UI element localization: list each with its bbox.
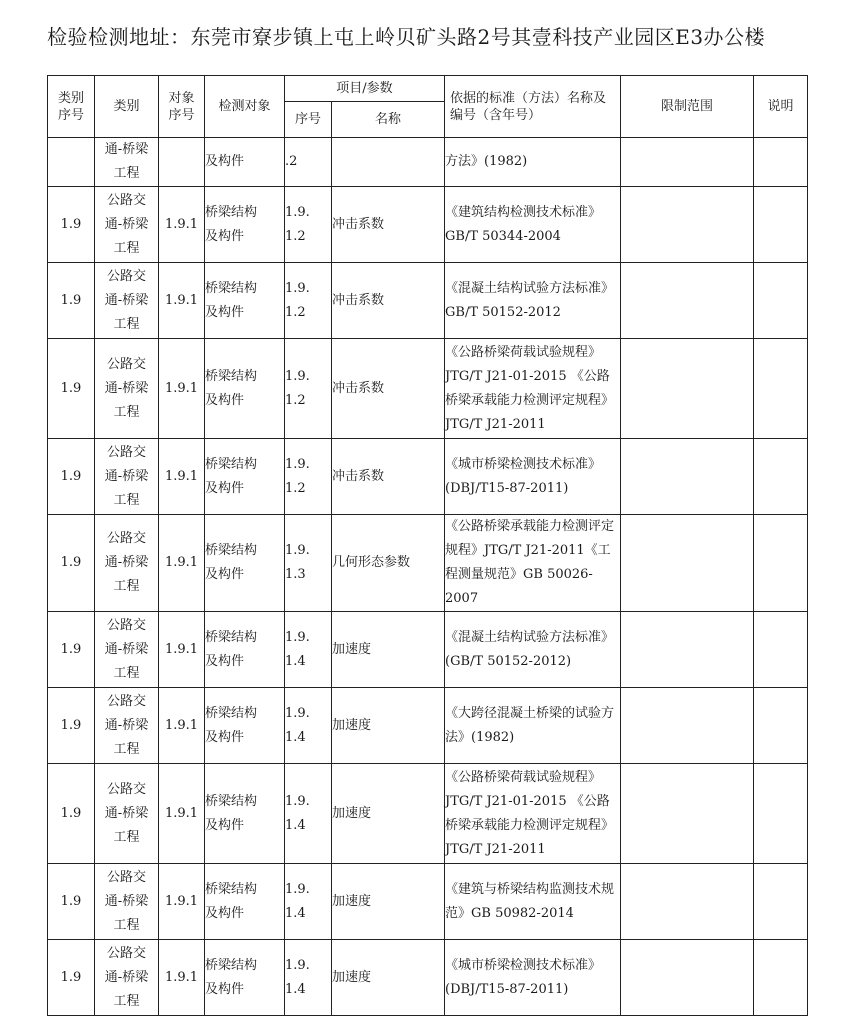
category-cell-text: 公路交通-桥梁工程: [104, 192, 149, 256]
item-seq-cell-text: .2: [285, 154, 298, 169]
item-seq-cell: [285, 688, 332, 764]
cat-seq-cell: [48, 688, 95, 764]
cat-seq-cell-text: 1.9: [60, 641, 82, 657]
cat-seq-cell-text: 1.9: [60, 893, 82, 909]
cat-seq-cell: [48, 263, 95, 339]
standard-cell: [445, 612, 621, 688]
category-cell: [95, 339, 159, 439]
object-cell-text: 桥梁结构及构件: [205, 543, 258, 582]
item-seq-cell: [285, 187, 332, 263]
header-item-seq: 序号: [285, 102, 332, 138]
limit-cell: [621, 940, 754, 1016]
note-cell: [754, 339, 808, 439]
obj-seq-cell-text: 1.9.1: [164, 216, 199, 232]
category-cell: [95, 138, 159, 187]
limit-cell: [621, 263, 754, 339]
limit-cell: [621, 612, 754, 688]
object-cell-text: 桥梁结构及构件: [205, 280, 258, 320]
table-row: [48, 263, 808, 339]
category-cell-text: 公路交通-桥梁工程: [104, 617, 149, 681]
item-name-cell: [332, 138, 445, 187]
standard-cell-text: 《建筑结构检测技术标准》GB/T 50344-2004: [445, 204, 602, 244]
object-cell-text: 桥梁结构及构件: [205, 957, 258, 997]
item-name-cell-text: 冲击系数: [332, 468, 385, 484]
category-cell-text: 公路交通-桥梁工程: [104, 356, 149, 420]
obj-seq-cell-text: 1.9.1: [164, 717, 199, 733]
obj-seq-cell: [159, 515, 205, 612]
obj-seq-cell-text: 1.9.1: [164, 468, 199, 484]
category-cell-text: 公路交通-桥梁工程: [104, 531, 149, 594]
obj-seq-cell: [159, 864, 205, 940]
standard-cell: [445, 439, 621, 515]
limit-cell: [621, 439, 754, 515]
scope-table: [47, 75, 808, 1016]
category-cell: [95, 864, 159, 940]
standard-cell-text: 《公路桥梁荷载试验规程》JTG/T J21-01-2015 《公路桥梁承载能力检测评定规程》JTG/T J21-2011: [445, 769, 615, 857]
standard-cell-text: 《建筑与桥梁结构监测技术规范》GB 50982-2014: [445, 881, 615, 921]
item-seq-cell: [285, 339, 332, 439]
standard-cell: [445, 940, 621, 1016]
limit-cell: [621, 187, 754, 263]
standard-cell-text: 《混凝土结构试验方法标准》GB/T 50152-2012: [445, 280, 615, 320]
standard-cell: [445, 339, 621, 439]
item-seq-cell: [285, 138, 332, 187]
obj-seq-cell: [159, 439, 205, 515]
object-cell: [205, 940, 285, 1016]
cat-seq-cell-text: 1.9: [60, 468, 82, 484]
standard-cell: [445, 515, 621, 612]
standard-cell: [445, 688, 621, 764]
object-cell-text: 及构件: [205, 154, 245, 169]
item-seq-cell-text: 1.9.1.4: [285, 881, 310, 921]
object-cell: [205, 688, 285, 764]
object-cell: [205, 339, 285, 439]
object-cell: [205, 864, 285, 940]
cat-seq-cell-text: 1.9: [60, 292, 82, 308]
item-seq-cell: [285, 940, 332, 1016]
header-standard: 依据的标准（方法）名称及编号（含年号）: [445, 76, 621, 138]
header-object: 检测对象: [205, 76, 285, 138]
object-cell-text: 桥梁结构及构件: [205, 629, 258, 669]
note-cell: [754, 515, 808, 612]
obj-seq-cell-text: 1.9.1: [164, 893, 199, 909]
header-cat-seq: 类别序号: [48, 76, 95, 138]
object-cell: [205, 612, 285, 688]
cat-seq-cell-text: 1.9: [60, 380, 82, 396]
obj-seq-cell: [159, 138, 205, 187]
note-cell: [754, 688, 808, 764]
category-cell-text: 公路交通-桥梁工程: [104, 781, 149, 845]
standard-cell: [445, 764, 621, 864]
item-seq-cell-text: 1.9.1.4: [285, 629, 310, 669]
cat-seq-cell: [48, 515, 95, 612]
obj-seq-cell: [159, 764, 205, 864]
item-name-cell-text: 加速度: [332, 641, 372, 657]
limit-cell: [621, 864, 754, 940]
category-cell: [95, 940, 159, 1016]
cat-seq-cell-text: 1.9: [60, 717, 82, 733]
item-seq-cell: [285, 612, 332, 688]
item-name-cell: [332, 940, 445, 1016]
note-cell: [754, 940, 808, 1016]
object-cell-text: 桥梁结构及构件: [205, 368, 258, 408]
cat-seq-cell: [48, 764, 95, 864]
header-limit: 限制范围: [621, 76, 754, 138]
cat-seq-cell: [48, 339, 95, 439]
obj-seq-cell-text: 1.9.1: [164, 805, 199, 821]
standard-cell: [445, 138, 621, 187]
object-cell: [205, 764, 285, 864]
obj-seq-cell-text: 1.9.1: [164, 380, 199, 396]
object-cell-text: 桥梁结构及构件: [205, 793, 258, 833]
object-cell-text: 桥梁结构及构件: [205, 881, 258, 921]
cat-seq-cell-text: 1.9: [60, 216, 82, 232]
item-name-cell: [332, 339, 445, 439]
item-seq-cell-text: 1.9.1.2: [285, 204, 310, 244]
header-note: 说明: [754, 76, 808, 138]
table-row: [48, 940, 808, 1016]
item-name-cell-text: 加速度: [332, 969, 372, 985]
obj-seq-cell: [159, 339, 205, 439]
object-cell: [205, 263, 285, 339]
table-row: [48, 764, 808, 864]
cat-seq-cell: [48, 439, 95, 515]
item-name-cell: [332, 864, 445, 940]
item-name-cell-text: 加速度: [332, 893, 372, 909]
cat-seq-cell-text: 1.9: [60, 555, 82, 570]
object-cell: [205, 439, 285, 515]
object-cell: [205, 515, 285, 612]
limit-cell: [621, 138, 754, 187]
standard-cell: [445, 187, 621, 263]
test-address-line: 检验检测地址：东莞市寮步镇上屯上岭贝矿头路2号其壹科技产业园区E3办公楼: [47, 25, 766, 49]
header-item-name: 名称: [332, 102, 445, 138]
obj-seq-cell: [159, 263, 205, 339]
item-seq-cell: [285, 263, 332, 339]
item-name-cell: [332, 187, 445, 263]
header-obj-seq: 对象序号: [159, 76, 205, 138]
note-cell: [754, 138, 808, 187]
obj-seq-cell: [159, 187, 205, 263]
obj-seq-cell: [159, 612, 205, 688]
item-name-cell: [332, 515, 445, 612]
standard-cell-text: 《混凝土结构试验方法标准》(GB/T 50152-2012): [445, 629, 615, 669]
category-cell: [95, 187, 159, 263]
item-name-cell-text: 几何形态参数: [332, 555, 411, 570]
item-name-cell: [332, 439, 445, 515]
item-name-cell: [332, 263, 445, 339]
cat-seq-cell: [48, 187, 95, 263]
cat-seq-cell: [48, 940, 95, 1016]
item-seq-cell-text: 1.9.1.3: [285, 543, 310, 582]
category-cell-text: 公路交通-桥梁工程: [104, 444, 149, 508]
obj-seq-cell-text: 1.9.1: [164, 969, 199, 985]
obj-seq-cell: [159, 688, 205, 764]
limit-cell: [621, 515, 754, 612]
item-name-cell-text: 加速度: [332, 717, 372, 733]
item-name-cell-text: 冲击系数: [332, 216, 385, 232]
standard-cell-text: 《公路桥梁承载能力检测评定规程》JTG/T J21-2011《工程测量规范》GB 50026-2007: [445, 519, 615, 606]
header-item-param: 项目/参数: [285, 76, 445, 102]
item-seq-cell-text: 1.9.1.2: [285, 368, 310, 408]
category-cell-text: 公路交通-桥梁工程: [104, 945, 149, 1009]
category-cell: [95, 688, 159, 764]
table-row: [48, 864, 808, 940]
obj-seq-cell-text: 1.9.1: [164, 641, 199, 657]
category-cell-text: 公路交通-桥梁工程: [104, 869, 149, 933]
cat-seq-cell: [48, 864, 95, 940]
cat-seq-cell-text: 1.9: [60, 969, 82, 985]
category-cell-text: 通-桥梁工程: [104, 142, 149, 181]
standard-cell-text: 《公路桥梁荷载试验规程》JTG/T J21-01-2015 《公路桥梁承载能力检测评定规程》JTG/T J21-2011: [445, 344, 615, 432]
table-row: [48, 187, 808, 263]
note-cell: [754, 263, 808, 339]
table-row: [48, 612, 808, 688]
category-cell-text: 公路交通-桥梁工程: [104, 693, 149, 757]
note-cell: [754, 864, 808, 940]
object-cell-text: 桥梁结构及构件: [205, 705, 258, 745]
category-cell: [95, 439, 159, 515]
item-seq-cell-text: 1.9.1.4: [285, 957, 310, 997]
standard-cell-text: 《城市桥梁检测技术标准》(DBJ/T15-87-2011): [445, 957, 602, 997]
item-seq-cell: [285, 764, 332, 864]
obj-seq-cell: [159, 940, 205, 1016]
item-seq-cell: [285, 439, 332, 515]
cat-seq-cell: [48, 612, 95, 688]
table-row: [48, 138, 808, 187]
item-seq-cell-text: 1.9.1.4: [285, 793, 310, 833]
obj-seq-cell-text: 1.9.1: [164, 555, 199, 570]
note-cell: [754, 187, 808, 263]
item-seq-cell: [285, 864, 332, 940]
category-cell: [95, 263, 159, 339]
note-cell: [754, 439, 808, 515]
item-seq-cell: [285, 515, 332, 612]
item-seq-cell-text: 1.9.1.2: [285, 456, 310, 496]
object-cell-text: 桥梁结构及构件: [205, 456, 258, 496]
item-seq-cell-text: 1.9.1.2: [285, 280, 310, 320]
category-cell-text: 公路交通-桥梁工程: [104, 268, 149, 332]
limit-cell: [621, 764, 754, 864]
table-row: [48, 439, 808, 515]
item-name-cell-text: 冲击系数: [332, 292, 385, 308]
note-cell: [754, 612, 808, 688]
limit-cell: [621, 688, 754, 764]
table-row: [48, 339, 808, 439]
limit-cell: [621, 339, 754, 439]
category-cell: [95, 764, 159, 864]
item-name-cell-text: 冲击系数: [332, 380, 385, 396]
header-row: [48, 76, 808, 102]
item-name-cell: [332, 688, 445, 764]
table-row: [48, 515, 808, 612]
object-cell-text: 桥梁结构及构件: [205, 204, 258, 244]
obj-seq-cell-text: 1.9.1: [164, 292, 199, 308]
item-name-cell: [332, 764, 445, 864]
note-cell: [754, 764, 808, 864]
cat-seq-cell-text: 1.9: [60, 805, 82, 821]
object-cell: [205, 187, 285, 263]
object-cell: [205, 138, 285, 187]
standard-cell-text: 方法》(1982): [445, 154, 528, 169]
item-name-cell: [332, 612, 445, 688]
standard-cell-text: 《城市桥梁检测技术标准》(DBJ/T15-87-2011): [445, 456, 602, 496]
item-name-cell-text: 加速度: [332, 805, 372, 821]
category-cell: [95, 515, 159, 612]
category-cell: [95, 612, 159, 688]
table-row: [48, 688, 808, 764]
standard-cell: [445, 263, 621, 339]
cat-seq-cell: [48, 138, 95, 187]
item-seq-cell-text: 1.9.1.4: [285, 705, 310, 745]
header-category: 类别: [95, 76, 159, 138]
standard-cell: [445, 864, 621, 940]
standard-cell-text: 《大跨径混凝土桥梁的试验方法》(1982): [445, 705, 615, 745]
